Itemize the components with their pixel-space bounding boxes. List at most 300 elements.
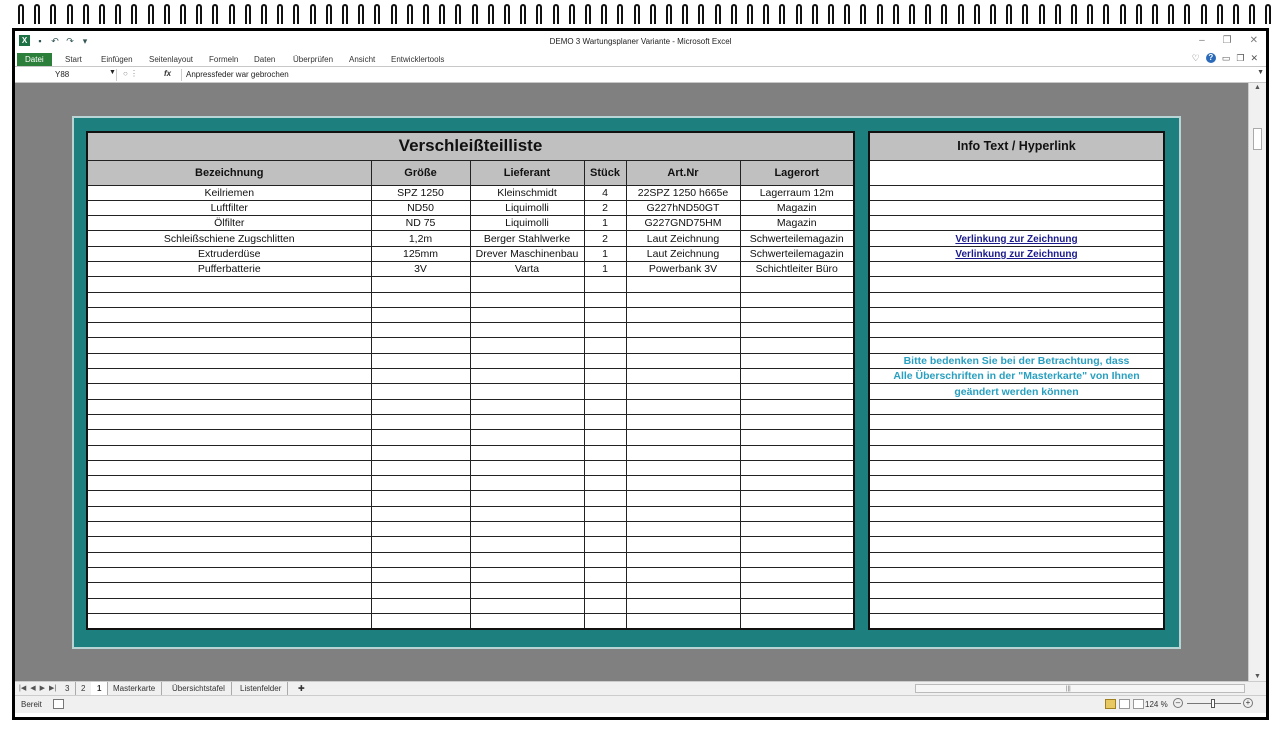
spiral-ring (1233, 4, 1239, 24)
empty-cell[interactable] (626, 292, 740, 307)
empty-cell[interactable] (584, 598, 626, 613)
empty-cell[interactable] (470, 522, 584, 537)
sheet-tab-1[interactable]: 1 (91, 682, 108, 695)
tab-formeln[interactable]: Formeln (209, 55, 239, 64)
info-note-line: geändert werden können (954, 385, 1079, 398)
empty-cell[interactable] (470, 552, 584, 567)
info-cell[interactable] (869, 216, 1164, 231)
info-row (869, 277, 1164, 292)
macro-record-icon[interactable] (53, 699, 64, 709)
empty-cell[interactable] (740, 506, 854, 521)
empty-cell[interactable] (626, 476, 740, 491)
customize-toolbar-icon[interactable]: ▾ (82, 35, 88, 46)
info-cell[interactable] (869, 292, 1164, 307)
empty-cell[interactable] (470, 307, 584, 322)
save-icon[interactable]: ▪ (38, 35, 42, 46)
table-cell[interactable]: Schwerteilemagazin (740, 246, 854, 261)
empty-cell[interactable] (371, 613, 470, 628)
tab-start[interactable]: Start (65, 55, 82, 64)
empty-cell[interactable] (87, 307, 371, 322)
empty-cell[interactable] (371, 430, 470, 445)
empty-cell[interactable] (87, 476, 371, 491)
empty-cell[interactable] (371, 399, 470, 414)
empty-cell[interactable] (584, 491, 626, 506)
sheet-tab-masterkarte[interactable]: Masterkarte (107, 682, 162, 695)
table-cell[interactable]: SPZ 1250 (371, 185, 470, 200)
empty-cell[interactable] (87, 537, 371, 552)
empty-cell[interactable] (470, 613, 584, 628)
empty-cell[interactable] (584, 506, 626, 521)
empty-cell[interactable] (87, 292, 371, 307)
empty-cell[interactable] (740, 567, 854, 582)
info-cell[interactable] (869, 598, 1164, 613)
info-row (869, 430, 1164, 445)
empty-cell[interactable] (584, 369, 626, 384)
spiral-ring (1039, 4, 1045, 24)
header-lagerort[interactable]: Lagerort (740, 160, 854, 185)
spiral-ring (877, 4, 883, 24)
table-cell[interactable]: Pufferbatterie (87, 261, 371, 276)
spiral-ring (893, 4, 899, 24)
empty-cell[interactable] (740, 491, 854, 506)
empty-cell[interactable] (371, 460, 470, 475)
info-cell[interactable] (869, 185, 1164, 200)
drawing-hyperlink[interactable]: Verlinkung zur Zeichnung (955, 233, 1078, 245)
minimize-icon[interactable]: – (1199, 35, 1205, 46)
page-break-view-icon[interactable] (1133, 699, 1144, 709)
page-layout-view-icon[interactable] (1119, 699, 1130, 709)
empty-cell[interactable] (87, 552, 371, 567)
table-cell[interactable]: Lagerraum 12m (740, 185, 854, 200)
tab-datei[interactable]: Datei (17, 53, 52, 66)
table-cell[interactable]: Laut Zeichnung (626, 246, 740, 261)
spiral-ring (860, 4, 866, 24)
spiral-ring (828, 4, 834, 24)
info-link-cell[interactable] (869, 231, 1164, 246)
empty-cell[interactable] (626, 384, 740, 399)
empty-cell[interactable] (740, 445, 854, 460)
table-cell[interactable]: Ölfilter (87, 216, 371, 231)
empty-cell[interactable] (740, 399, 854, 414)
empty-cell[interactable] (584, 567, 626, 582)
table-cell[interactable]: Berger Stahlwerke (470, 231, 584, 246)
doc-restore-icon[interactable]: ❐ (1236, 53, 1245, 63)
last-sheet-icon[interactable]: ▶| (48, 685, 57, 692)
excel-window (15, 31, 1266, 717)
empty-cell[interactable] (626, 460, 740, 475)
empty-cell[interactable] (470, 369, 584, 384)
info-cell[interactable] (869, 307, 1164, 322)
empty-cell[interactable] (87, 369, 371, 384)
empty-cell[interactable] (371, 384, 470, 399)
scroll-up-icon[interactable]: ▲ (1254, 84, 1261, 91)
empty-cell[interactable] (371, 552, 470, 567)
empty-cell[interactable] (470, 460, 584, 475)
info-cell[interactable] (869, 445, 1164, 460)
empty-cell[interactable] (371, 522, 470, 537)
empty-cell[interactable] (470, 353, 584, 368)
empty-cell[interactable] (740, 369, 854, 384)
empty-cell[interactable] (584, 323, 626, 338)
empty-cell[interactable] (584, 384, 626, 399)
table-cell[interactable]: Powerbank 3V (626, 261, 740, 276)
name-box[interactable]: Y88 (17, 69, 117, 81)
empty-cell[interactable] (740, 277, 854, 292)
empty-cell[interactable] (584, 445, 626, 460)
table-cell[interactable]: Schleißschiene Zugschlitten (87, 231, 371, 246)
empty-cell[interactable] (584, 522, 626, 537)
empty-cell[interactable] (626, 583, 740, 598)
empty-cell[interactable] (626, 552, 740, 567)
tab-entwicklertools[interactable]: Entwicklertools (391, 55, 445, 64)
empty-cell[interactable] (470, 476, 584, 491)
info-cell[interactable] (869, 567, 1164, 582)
next-sheet-icon[interactable]: ▶ (39, 685, 45, 692)
empty-cell[interactable] (371, 307, 470, 322)
empty-cell[interactable] (740, 323, 854, 338)
empty-row (87, 414, 854, 429)
zoom-in-icon[interactable]: + (1243, 698, 1253, 708)
empty-cell[interactable] (584, 399, 626, 414)
empty-cell[interactable] (371, 537, 470, 552)
empty-cell[interactable] (584, 307, 626, 322)
table-cell[interactable]: 125mm (371, 246, 470, 261)
table-cell[interactable]: 1 (584, 216, 626, 231)
empty-cell[interactable] (87, 414, 371, 429)
table-cell[interactable]: Liquimolli (470, 200, 584, 215)
info-cell[interactable] (869, 506, 1164, 521)
spiral-ring (83, 4, 89, 24)
empty-cell[interactable] (584, 414, 626, 429)
empty-cell[interactable] (740, 384, 854, 399)
empty-cell[interactable] (626, 430, 740, 445)
info-cell[interactable] (869, 537, 1164, 552)
empty-cell[interactable] (740, 292, 854, 307)
help-icon[interactable]: ? (1206, 53, 1216, 63)
scroll-down-icon[interactable]: ▼ (1254, 673, 1261, 680)
restore-icon[interactable]: ❐ (1222, 35, 1232, 46)
info-cell[interactable] (869, 277, 1164, 292)
table-cell[interactable]: Liquimolli (470, 216, 584, 231)
info-cell[interactable] (869, 476, 1164, 491)
table-cell[interactable]: Extruderdüse (87, 246, 371, 261)
empty-cell[interactable] (470, 537, 584, 552)
empty-cell[interactable] (470, 567, 584, 582)
table-cell[interactable]: Schichtleiter Büro (740, 261, 854, 276)
empty-cell[interactable] (470, 399, 584, 414)
empty-cell[interactable] (470, 292, 584, 307)
empty-cell[interactable] (371, 491, 470, 506)
sheet-tab-uebersichtstafel[interactable]: Übersichtstafel (166, 682, 232, 695)
header-bezeichnung[interactable]: Bezeichnung (87, 160, 371, 185)
empty-cell[interactable] (470, 277, 584, 292)
header-lieferant[interactable]: Lieferant (470, 160, 584, 185)
empty-cell[interactable] (584, 277, 626, 292)
table-cell[interactable]: Schwerteilemagazin (740, 231, 854, 246)
empty-cell[interactable] (470, 323, 584, 338)
table-cell[interactable]: G227hND50GT (626, 200, 740, 215)
empty-cell[interactable] (584, 338, 626, 353)
spiral-ring (50, 4, 56, 24)
empty-cell[interactable] (626, 353, 740, 368)
info-cell[interactable] (869, 414, 1164, 429)
zoom-slider-knob[interactable] (1211, 699, 1215, 708)
spiral-ring (148, 4, 154, 24)
empty-cell[interactable] (371, 567, 470, 582)
table-cell[interactable]: Laut Zeichnung (626, 231, 740, 246)
sheet-tab-listenfelder[interactable]: Listenfelder (234, 682, 288, 695)
empty-cell[interactable] (740, 598, 854, 613)
tab-seitenlayout[interactable]: Seitenlayout (149, 55, 194, 64)
table-cell[interactable]: Magazin (740, 200, 854, 215)
sheet-tab-3[interactable]: 3 (59, 682, 76, 695)
header-stueck[interactable]: Stück (584, 160, 626, 185)
empty-cell[interactable] (584, 476, 626, 491)
worksheet-area[interactable] (15, 83, 1248, 681)
empty-cell[interactable] (626, 567, 740, 582)
formula-input[interactable]: Anpressfeder war gebrochen (181, 69, 1251, 81)
table-cell[interactable]: 1 (584, 261, 626, 276)
empty-cell[interactable] (740, 307, 854, 322)
table-cell[interactable]: 2 (584, 200, 626, 215)
empty-cell[interactable] (626, 307, 740, 322)
scroll-thumb[interactable] (1253, 128, 1262, 150)
spiral-ring (763, 4, 769, 24)
empty-cell[interactable] (470, 583, 584, 598)
empty-row (87, 292, 854, 307)
info-cell[interactable] (869, 583, 1164, 598)
empty-cell[interactable] (371, 476, 470, 491)
info-cell[interactable] (869, 261, 1164, 276)
info-cell[interactable] (869, 200, 1164, 215)
empty-cell[interactable] (87, 522, 371, 537)
table-cell[interactable]: Drever Maschinenbau (470, 246, 584, 261)
info-link-cell[interactable] (869, 246, 1164, 261)
empty-cell[interactable] (584, 292, 626, 307)
empty-cell[interactable] (740, 414, 854, 429)
empty-cell[interactable] (371, 369, 470, 384)
empty-cell[interactable] (626, 277, 740, 292)
info-note-cell[interactable] (869, 369, 1164, 384)
empty-cell[interactable] (740, 583, 854, 598)
drawing-hyperlink[interactable]: Verlinkung zur Zeichnung (955, 248, 1078, 260)
empty-cell[interactable] (371, 338, 470, 353)
info-note-cell[interactable] (869, 353, 1164, 368)
empty-cell[interactable] (626, 613, 740, 628)
spiral-ring (423, 4, 429, 24)
empty-row (87, 277, 854, 292)
empty-cell[interactable] (470, 430, 584, 445)
empty-cell[interactable] (87, 491, 371, 506)
empty-cell[interactable] (371, 277, 470, 292)
table-cell[interactable]: 22SPZ 1250 h665e (626, 185, 740, 200)
doc-minimize-icon[interactable]: ▭ (1221, 53, 1231, 63)
empty-cell[interactable] (87, 567, 371, 582)
spiral-ring (131, 4, 137, 24)
empty-cell[interactable] (740, 537, 854, 552)
empty-cell[interactable] (371, 353, 470, 368)
undo-icon[interactable]: ↶ (51, 35, 59, 46)
empty-cell[interactable] (87, 460, 371, 475)
empty-cell[interactable] (740, 460, 854, 475)
empty-cell[interactable] (87, 399, 371, 414)
table-cell[interactable]: 1 (584, 246, 626, 261)
spiral-ring (796, 4, 802, 24)
spiral-ring (941, 4, 947, 24)
table-cell[interactable]: ND 75 (371, 216, 470, 231)
empty-cell[interactable] (584, 613, 626, 628)
info-cell[interactable] (869, 613, 1164, 628)
horizontal-scroll-thumb[interactable]: ||| (1066, 686, 1071, 692)
horizontal-scrollbar[interactable] (915, 684, 1245, 693)
empty-cell[interactable] (470, 384, 584, 399)
empty-cell[interactable] (740, 338, 854, 353)
empty-cell[interactable] (470, 491, 584, 506)
empty-cell[interactable] (87, 384, 371, 399)
info-cell[interactable] (869, 430, 1164, 445)
table-cell[interactable]: ND50 (371, 200, 470, 215)
window-title: DEMO 3 Wartungsplaner Variante - Microsoft Excel (549, 37, 732, 46)
empty-cell[interactable] (87, 323, 371, 338)
empty-cell[interactable] (371, 583, 470, 598)
empty-cell[interactable] (371, 292, 470, 307)
empty-cell[interactable] (626, 338, 740, 353)
formula-buttons: ○ ⋮ (123, 69, 139, 78)
spiral-ring (1087, 4, 1093, 24)
table-cell[interactable]: Keilriemen (87, 185, 371, 200)
empty-cell[interactable] (584, 537, 626, 552)
empty-cell[interactable] (87, 613, 371, 628)
table-cell[interactable]: 4 (584, 185, 626, 200)
info-cell[interactable] (869, 323, 1164, 338)
close-icon[interactable]: ✕ (1249, 35, 1258, 46)
sheet-tab-2[interactable]: 2 (75, 682, 92, 695)
empty-cell[interactable] (470, 598, 584, 613)
empty-cell[interactable] (87, 598, 371, 613)
empty-cell[interactable] (584, 430, 626, 445)
spiral-ring (715, 4, 721, 24)
spiral-ring (650, 4, 656, 24)
expand-formula-bar-icon[interactable]: ▼ (1257, 69, 1264, 76)
empty-cell[interactable] (740, 430, 854, 445)
info-cell[interactable] (869, 460, 1164, 475)
empty-cell[interactable] (626, 522, 740, 537)
empty-cell[interactable] (740, 476, 854, 491)
table-cell[interactable]: 2 (584, 231, 626, 246)
tab-ueberpruefen[interactable]: Überprüfen (293, 55, 334, 64)
minimize-ribbon-icon[interactable]: ♡ (1191, 53, 1200, 63)
empty-cell[interactable] (626, 506, 740, 521)
empty-cell[interactable] (371, 506, 470, 521)
empty-cell[interactable] (584, 552, 626, 567)
zoom-out-icon[interactable]: – (1173, 698, 1183, 708)
doc-close-icon[interactable]: ✕ (1250, 53, 1258, 63)
first-sheet-icon[interactable]: |◀ (19, 685, 27, 692)
empty-cell[interactable] (470, 506, 584, 521)
insert-function-icon[interactable]: fx (164, 69, 172, 78)
header-groesse[interactable]: Größe (371, 160, 470, 185)
table-cell[interactable]: 3V (371, 261, 470, 276)
table-cell[interactable]: Kleinschmidt (470, 185, 584, 200)
spiral-ring (326, 4, 332, 24)
table-cell[interactable]: Luftfilter (87, 200, 371, 215)
empty-cell[interactable] (87, 506, 371, 521)
info-cell[interactable] (869, 522, 1164, 537)
spiral-ring (472, 4, 478, 24)
info-cell[interactable] (869, 491, 1164, 506)
empty-cell[interactable] (740, 552, 854, 567)
spiral-ring (115, 4, 121, 24)
spiral-ring (1184, 4, 1190, 24)
empty-cell[interactable] (470, 338, 584, 353)
info-cell[interactable] (869, 338, 1164, 353)
normal-view-icon[interactable] (1105, 699, 1116, 709)
prev-sheet-icon[interactable]: ◀ (30, 685, 36, 692)
spiral-ring (212, 4, 218, 24)
empty-cell[interactable] (371, 445, 470, 460)
empty-cell[interactable] (626, 537, 740, 552)
tab-ansicht[interactable]: Ansicht (349, 55, 376, 64)
empty-cell[interactable] (584, 353, 626, 368)
empty-cell[interactable] (470, 445, 584, 460)
empty-cell[interactable] (371, 598, 470, 613)
info-cell[interactable] (869, 399, 1164, 414)
empty-cell[interactable] (584, 460, 626, 475)
info-cell[interactable] (869, 552, 1164, 567)
redo-icon[interactable]: ↷ (66, 35, 74, 46)
empty-cell[interactable] (626, 491, 740, 506)
tab-einfuegen[interactable]: Einfügen (101, 55, 133, 64)
info-note-cell[interactable] (869, 384, 1164, 399)
zoom-level[interactable]: 124 % (1145, 700, 1168, 709)
empty-cell[interactable] (584, 583, 626, 598)
empty-cell[interactable] (626, 445, 740, 460)
empty-cell[interactable] (87, 353, 371, 368)
empty-cell[interactable] (626, 369, 740, 384)
table-cell[interactable]: Magazin (740, 216, 854, 231)
empty-cell[interactable] (87, 430, 371, 445)
empty-cell[interactable] (626, 414, 740, 429)
table-cell[interactable]: 1,2m (371, 231, 470, 246)
empty-cell[interactable] (626, 598, 740, 613)
empty-cell[interactable] (87, 277, 371, 292)
empty-row (87, 384, 854, 399)
vertical-scrollbar[interactable] (1248, 83, 1266, 681)
info-header-blank[interactable] (869, 160, 1164, 185)
insert-sheet-icon[interactable]: ✚ (298, 684, 305, 693)
empty-cell[interactable] (740, 613, 854, 628)
name-box-dropdown-icon[interactable]: ▼ (109, 69, 116, 76)
empty-cell[interactable] (87, 338, 371, 353)
empty-cell[interactable] (87, 445, 371, 460)
tab-daten[interactable]: Daten (254, 55, 276, 64)
header-artnr[interactable]: Art.Nr (626, 160, 740, 185)
empty-cell[interactable] (371, 323, 470, 338)
empty-cell[interactable] (626, 399, 740, 414)
empty-cell[interactable] (740, 522, 854, 537)
table-cell[interactable]: G227GND75HM (626, 216, 740, 231)
empty-cell[interactable] (470, 414, 584, 429)
table-cell[interactable]: Varta (470, 261, 584, 276)
empty-row (87, 491, 854, 506)
empty-cell[interactable] (626, 323, 740, 338)
empty-cell[interactable] (740, 353, 854, 368)
empty-cell[interactable] (87, 583, 371, 598)
spiral-ring (310, 4, 316, 24)
spiral-ring (374, 4, 380, 24)
empty-cell[interactable] (371, 414, 470, 429)
spiral-ring (779, 4, 785, 24)
